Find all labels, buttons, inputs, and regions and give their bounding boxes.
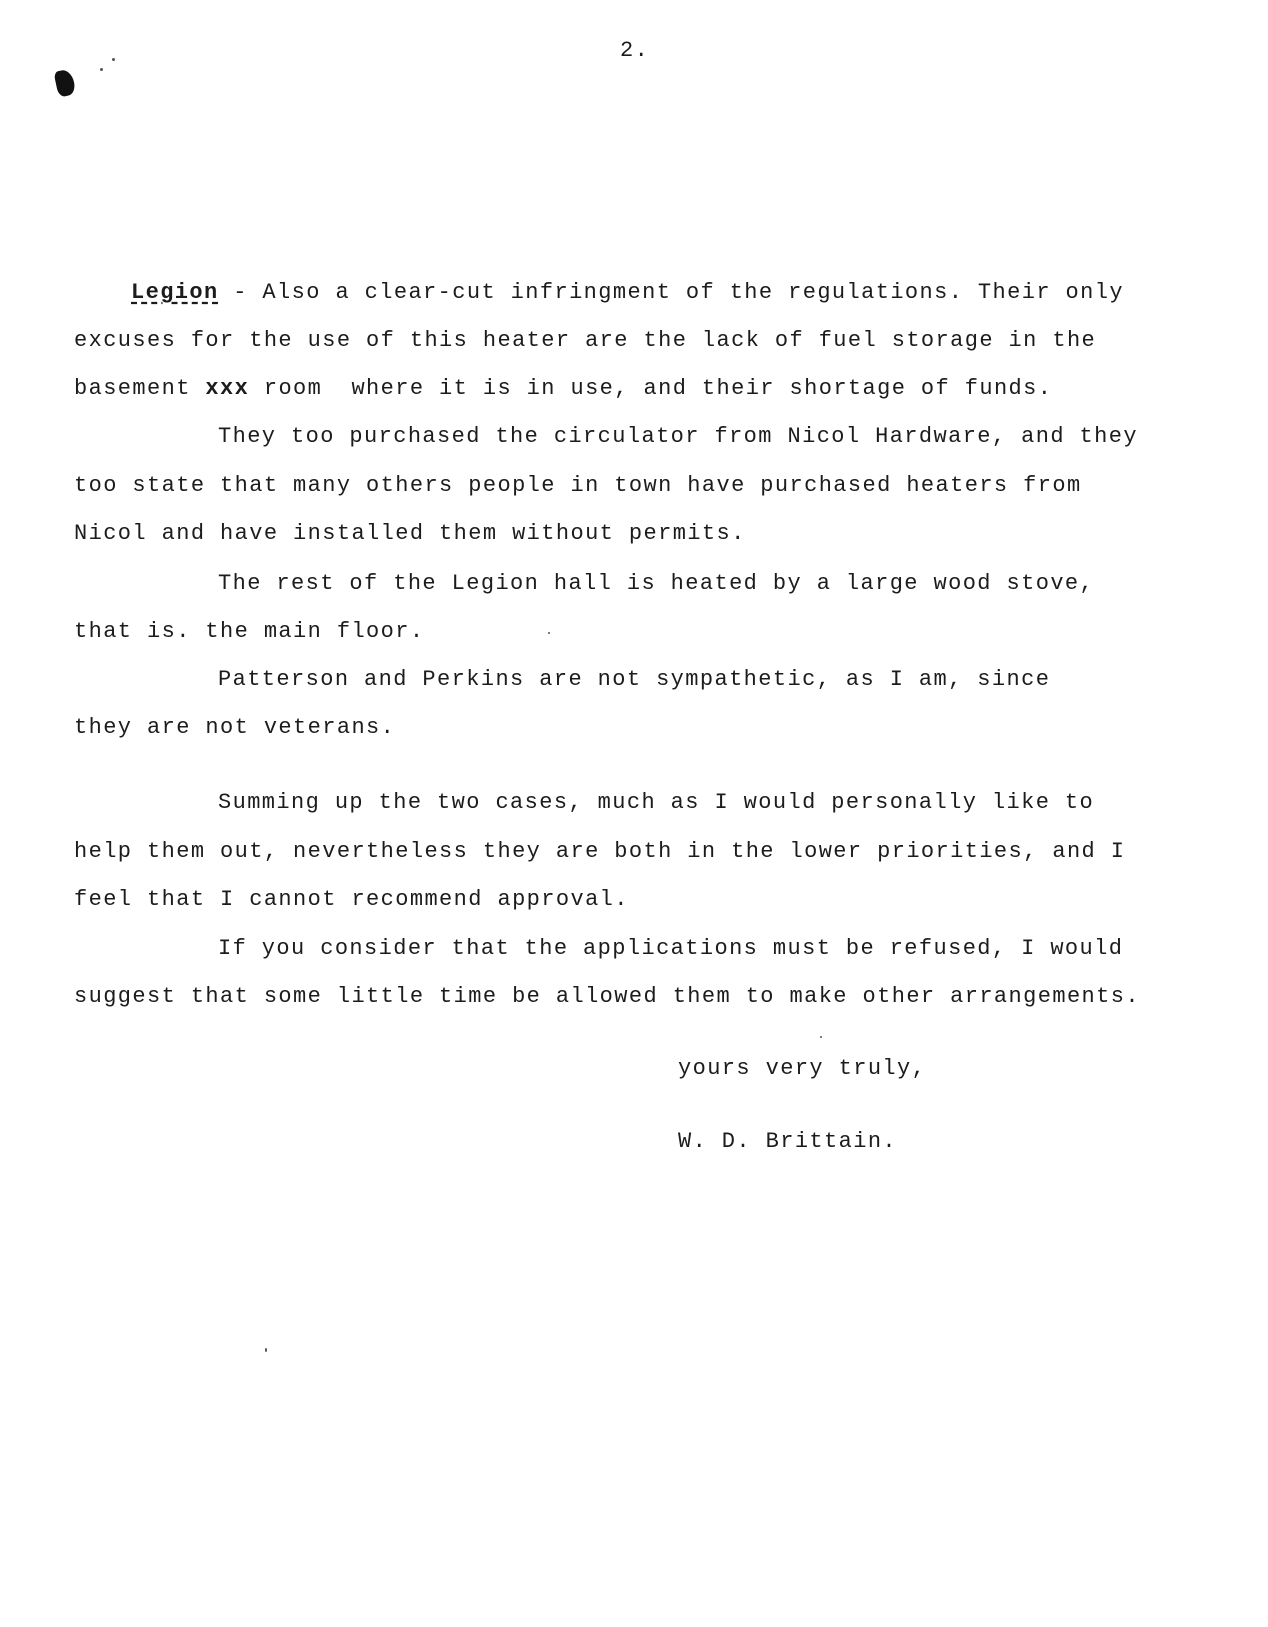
paragraph-1-line-1-text: - Also a clear-cut infringment of the regulations. Their only [218, 280, 1124, 305]
paragraph-2-line-1: They too purchased the circulator from Nicol Hardware, and they [218, 424, 1138, 449]
paragraph-4-line-1: Patterson and Perkins are not sympathetic, as I am, since [218, 667, 1051, 692]
signature: W. D. Brittain. [678, 1129, 898, 1154]
section-heading: Legion [131, 280, 219, 305]
ink-smudge [53, 68, 76, 97]
paragraph-3-line-1: The rest of the Legion hall is heated by a large wood stove, [218, 571, 1095, 596]
ink-speck [548, 632, 550, 634]
paragraph-1-line-3-pre: basement [74, 376, 206, 401]
paragraph-1-line-3-post: room where it is in use, and their shortage of funds. [249, 376, 1053, 401]
paragraph-2-line-3: Nicol and have installed them without permits. [74, 521, 746, 546]
paragraph-1-line-1 [131, 279, 1124, 307]
paragraph-1-line-2: excuses for the use of this heater are the lack of fuel storage in the [74, 328, 1097, 353]
paragraph-5-line-3: feel that I cannot recommend approval. [74, 887, 629, 912]
paragraph-4-line-2: they are not veterans. [74, 715, 396, 740]
paragraph-6-line-1: If you consider that the applications must be refused, I would [218, 936, 1124, 961]
page-number: 2. [620, 38, 650, 63]
paragraph-6-line-2: suggest that some little time be allowed them to make other arrangements. [74, 984, 1140, 1009]
paragraph-2-line-2: too state that many others people in town have purchased heaters from [74, 473, 1082, 498]
struck-out-text: xxx [205, 376, 250, 401]
paragraph-1-line-3 [74, 375, 1052, 403]
ink-speck [265, 1348, 267, 1352]
ink-speck [100, 68, 103, 71]
closing: yours very truly, [678, 1056, 927, 1081]
ink-speck [820, 1036, 822, 1038]
paragraph-5-line-2: help them out, nevertheless they are both in the lower priorities, and I [74, 839, 1126, 864]
paragraph-5-line-1: Summing up the two cases, much as I would personally like to [218, 790, 1095, 815]
paragraph-3-line-2: that is. the main floor. [74, 619, 425, 644]
ink-speck [112, 58, 115, 61]
